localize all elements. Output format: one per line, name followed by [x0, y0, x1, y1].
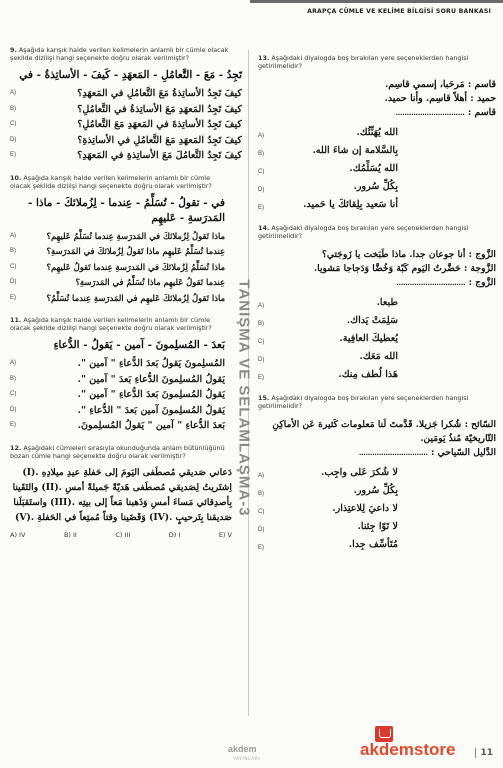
question-15 — [258, 394, 496, 554]
store-logo[interactable]: akdemstore — [360, 740, 456, 759]
option-list — [10, 356, 225, 434]
option-b[interactable]: B) بِكُلِّ سُرور. — [258, 485, 398, 497]
publisher-logo: akdem — [228, 744, 257, 754]
page-footer — [0, 722, 503, 768]
page-number: 11 — [475, 748, 493, 758]
blank-line: ............................... — [358, 448, 428, 457]
option-d[interactable]: D) كيفَ تَجِدُ المَعهَدِ مَعَ التَّعامُلِ في الأساتِذةِ؟ — [10, 134, 242, 146]
option-list — [10, 86, 242, 164]
question-prompt: Aşağıdaki diyalogda boş bırakılan yere seçeneklerden hangisi getirilmelidir? — [258, 394, 469, 410]
dialog — [258, 248, 496, 290]
option-a[interactable]: A) كيفَ تَجِدُ الأساتِذةُ مَعَ التَّعامُلِ في المَعهَدِ؟ — [10, 88, 242, 99]
option-a[interactable]: A) ماذا تَقولُ لِزُملائكَ في المَدرَسةِ عِندما تُسَلِّمُ عَليهِم؟ — [10, 230, 225, 241]
right-column — [258, 54, 496, 554]
question-prompt: Aşağıdaki diyalogda boş bırakılan yere seçeneklerden hangisi getirilmelidir? — [258, 54, 469, 70]
option-e[interactable]: E) هَذا لُطف مِنك. — [258, 369, 398, 381]
option-d[interactable]: D) لا تَوّا جِئنا. — [258, 521, 398, 533]
option-c[interactable]: C) لا داعيَ لِلاعتِذار. — [258, 503, 398, 515]
question-prompt: Aşağıdaki diyalogda boş bırakılan yere seçeneklerden hangisi getirilmelidir? — [258, 224, 469, 240]
dialog-line: حميد : أهلاً قاسِم. وأنا حميد. — [384, 93, 496, 104]
question-prompt: Aşağıda karışık halde verilen kelimelerin anlamlı bir cümle olacak şekilde dizilişi hangi seçenekte doğru olarak verilmiştir? — [10, 173, 212, 190]
option-d[interactable]: D) يَقولُ المُسلِمونَ آمين بَعدَ " الدُّعاءِ ". — [10, 404, 225, 416]
option-a[interactable]: A) الله يُهَنِّئُك. — [258, 127, 398, 139]
question-number: 13. — [258, 54, 270, 62]
question-number: 11. — [10, 316, 22, 324]
question-prompt: Aşağıdaki cümleleri sırasıyla okunduğunda anlam bütünlüğünü bozan cümle hangi seçenekte doğru olarak verilmiştir? — [10, 443, 225, 460]
header-bar — [250, 0, 503, 3]
dialog-line: الدَّليل السّياحي : ............................... — [358, 447, 496, 458]
dialog-line: الزَّوجة : حَضَّرتُ اليَوم كَبّة وَخُضَّا وَدَجاجا مَشويا. — [313, 263, 496, 274]
option-a[interactable]: A) IV — [10, 530, 26, 539]
option-e[interactable]: E) بَعدَ الدُّعاءِ " آمين " يَقولُ المُسلِمونَ. — [10, 420, 225, 431]
dialog — [258, 418, 496, 460]
question-stem: في - تقولُ - تُسَلِّمُ - عِندما - لِزُملائكَ - ماذا - المَدرَسةِ - عَليهِم — [27, 196, 225, 224]
option-c[interactable]: C) يُعطيكَ العافِية. — [258, 333, 398, 345]
question-number: 14. — [258, 224, 270, 232]
option-e[interactable]: E) كيفَ تَجِدُ التَّعامُلَ مَعَ الأساتِذةِ في المَعهَدِ؟ — [10, 150, 242, 161]
dialog-line: قاسم : مَرحَبا، إسمي قاسِم. — [384, 79, 496, 90]
question-14 — [258, 224, 496, 384]
option-row — [10, 531, 232, 539]
question-11 — [10, 316, 225, 434]
option-d[interactable]: D) الله مَعَك. — [258, 351, 398, 363]
dialog-line: السّائح : شُكرا جَزيلا. قَدَّمتَ لَنا مَعلومات كَثيرة عَن الأماكِنِ التّاريخيّة مُنذُ يَومَين. — [272, 419, 496, 444]
header-title: ARAPÇA CÜMLE VE KELİME BİLGİSİ SORU BANKASI — [307, 8, 491, 15]
publisher-subtitle: YAYINLARI — [233, 757, 261, 762]
section-label: TANIŞMA VE SELAMLAŞMA-3 — [235, 279, 253, 517]
option-b[interactable]: B) كيفَ تَجِدُ المَعهَدِ مَعَ الأساتِذةُ في التَّعامُلِ؟ — [10, 103, 242, 115]
option-e[interactable]: E) أنا سَعيد بِلِقائكَ يا حَميد. — [258, 199, 398, 211]
option-a[interactable]: A) لا شُكرَ عَلى واجِب. — [258, 467, 398, 479]
option-d[interactable]: D) عِندما تَقولُ عَليهِم ماذا تُسَلِّمُ في المَدرَسةِ؟ — [10, 277, 225, 287]
option-b[interactable]: B) بِالسَّلامة إن شاءَ الله. — [258, 145, 398, 157]
question-10 — [10, 174, 225, 307]
option-b[interactable]: B) II — [63, 530, 77, 539]
option-d[interactable]: D) I — [168, 530, 181, 539]
question-number: 12. — [10, 443, 22, 452]
option-list — [258, 464, 398, 554]
question-13 — [258, 54, 496, 214]
question-stem: تَجِدُ - مَعَ - التَّعامُلِ - المَعهَدِ - كَيفَ - الأساتِذةُ - في — [19, 69, 242, 81]
question-12 — [10, 444, 232, 539]
question-prompt: Aşağıda karışık halde verilen kelimelerin anlamlı bir cümle olacak şekilde dizilişi hangi seçenekte doğru olarak verilmiştir? — [10, 46, 229, 62]
option-d[interactable]: D) بِكُلِّ سُرور. — [258, 181, 398, 193]
question-number: 10. — [10, 173, 22, 182]
option-c[interactable]: C) كيفَ تَجِدُ الأساتِذةَ في المَعهَدِ مَعَ التَّعامُلِ؟ — [10, 119, 242, 130]
option-a[interactable]: A) طبعا. — [258, 297, 398, 309]
page-header — [0, 0, 503, 20]
question-9 — [10, 46, 242, 164]
option-e[interactable]: E) ماذا تَقولُ لِزُملائكَ عَليهِم في المَدرَسةِ عِندما تُسَلِّمُ؟ — [10, 292, 225, 303]
option-a[interactable]: A) المُسلِمونَ يَقولُ بَعدَ الدُّعاءِ " آمين ". — [10, 358, 225, 369]
option-b[interactable]: B) سَلِمَتْ يَداك. — [258, 315, 398, 327]
blank-line: ............................... — [395, 108, 465, 117]
blank-line: ............................... — [396, 278, 466, 287]
option-e[interactable]: E) V — [218, 530, 232, 539]
option-c[interactable]: C) يَقولُ المُسلِمونَ بَعدَ الدُّعاءِ " آمين ". — [10, 389, 225, 400]
dialog — [258, 78, 496, 120]
left-column — [10, 46, 242, 539]
question-stem: بَعدَ - المُسلِمونَ - آمين - يَقولُ - الدُّعاءِ — [53, 339, 225, 351]
option-list — [10, 229, 225, 307]
option-b[interactable]: B) عِندما تُسَلِّمُ عَليهِم ماذا تَقولُ لِزُملائكَ في المَدرَسةِ؟ — [10, 246, 225, 256]
question-prompt: Aşağıda karışık halde verilen kelimelerin anlamlı bir cümle olacak şekilde dizilişi hangi seçenekte doğru olarak verilmiştir? — [10, 316, 212, 332]
option-c[interactable]: C) الله يُسَلِّمُك. — [258, 163, 398, 175]
option-e[interactable]: E) مُتَأسِّف جِدا. — [258, 539, 398, 551]
option-list — [258, 294, 398, 384]
option-c[interactable]: C) III — [115, 530, 131, 539]
option-b[interactable]: B) يَقولُ المُسلِمونَ الدُّعاءِ بَعدَ " آمين ". — [10, 373, 225, 385]
question-number: 9. — [10, 46, 17, 54]
dialog-line: قاسم : ............................... — [395, 107, 496, 118]
dialog-line: الزَّوج : أنا جوعان جدا. ماذا طَبَخت يا زَوجَتي؟ — [321, 249, 496, 260]
question-number: 15. — [258, 394, 270, 402]
option-list — [258, 124, 398, 214]
option-c[interactable]: C) ماذا تُسَلِّمُ لِزُملائكَ في المَدرَسةِ عِندما تَقولُ عَليهِم؟ — [10, 261, 225, 272]
question-passage: دَعاني صَديقي مُصطَفى اليَومَ إلى حَفلةِ عيدِ ميلادِهِ .(I) اِشتَريتُ لِصَديقي مُصطَفى هَديّةً جَميلةً أمسِ .(II) والتَقَينا بِأصدِقائي مَساءَ أمسِ وَذَهبنا مَعاً إلى بيتِه .(III) واستَقبَلَنا صَديقنا بِتَرحيبٍ .(IV) وَقَضَينا وقتاً مُمتِعاً في الحَفلةِ .(V) — [12, 466, 232, 523]
dialog-line: الزَّوج : ............................... — [396, 277, 496, 288]
